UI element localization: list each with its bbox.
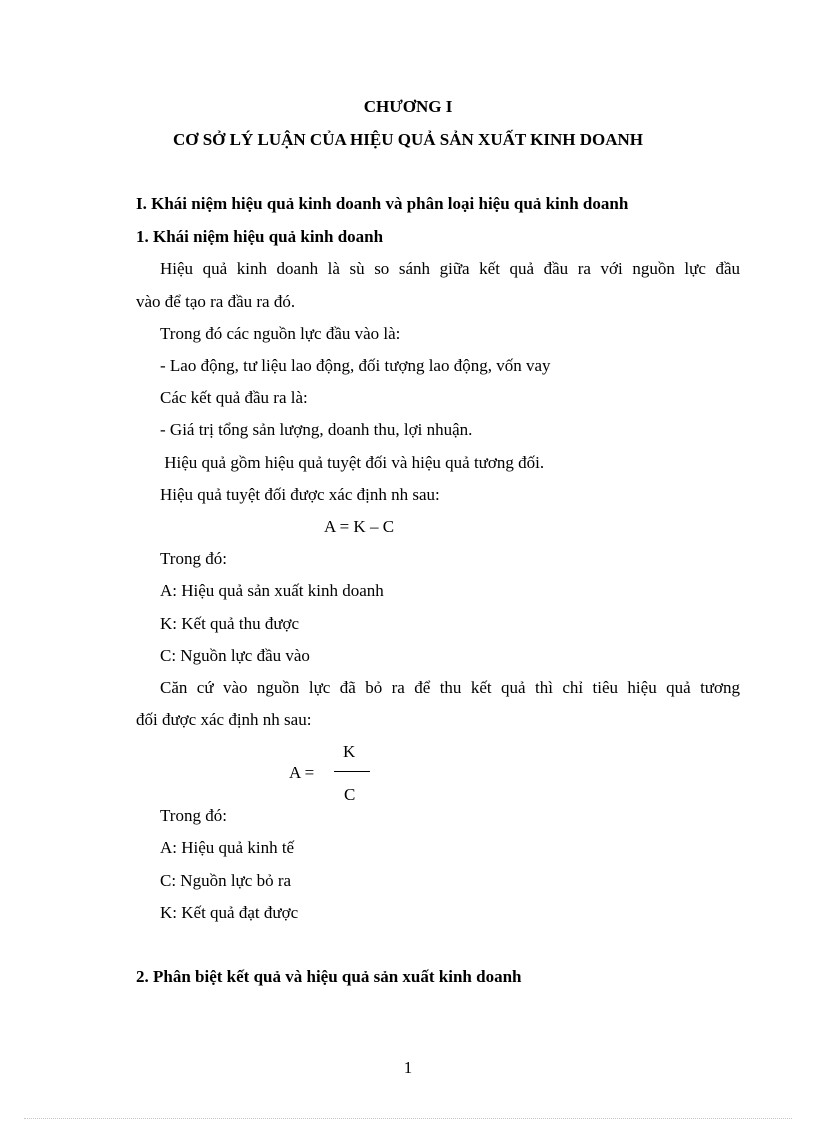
relative-formula-numerator: K xyxy=(343,742,356,761)
subsection-heading-2: 2. Phân biệt kết quả và hiệu quả sản xuất kinh doanh xyxy=(136,967,522,986)
where-label-1: Trong đó: xyxy=(160,549,227,568)
chapter-title: CƠ SỞ LÝ LUẬN CỦA HIỆU QUẢ SẢN XUẤT KINH DOANH xyxy=(172,130,644,149)
outputs-list-item: - Giá trị tổng sản lượng, doanh thu, lợi nhuận. xyxy=(160,420,473,439)
relative-formula-lhs: A = xyxy=(289,763,315,782)
definition-a-1: A: Hiệu quả sản xuất kinh doanh xyxy=(160,581,384,600)
outputs-intro: Các kết quả đầu ra là: xyxy=(160,388,308,407)
relative-efficiency-line-1: Căn cứ vào nguồn lực đã bỏ ra để thu kết quả thì chỉ tiêu hiệu quả tương xyxy=(160,678,740,697)
definition-a-2: A: Hiệu quả kinh tế xyxy=(160,838,295,857)
subsection-heading-1: 1. Khái niệm hiệu quả kinh doanh xyxy=(136,227,384,246)
definition-c-2: C: Nguồn lực bỏ ra xyxy=(160,871,292,890)
relative-efficiency-line-2: đối được xác định nh sau: xyxy=(136,710,312,729)
definition-c-1: C: Nguồn lực đầu vào xyxy=(160,646,310,665)
section-heading: I. Khái niệm hiệu quả kinh doanh và phân loại hiệu quả kinh doanh xyxy=(136,194,629,213)
absolute-efficiency-formula: A = K – C xyxy=(324,517,395,536)
inputs-intro: Trong đó các nguồn lực đầu vào là: xyxy=(160,324,401,343)
efficiency-types: Hiệu quả gồm hiệu quả tuyệt đối và hiệu quả tương đối. xyxy=(160,453,545,472)
fraction-bar xyxy=(334,771,370,772)
page-bottom-border xyxy=(24,1118,792,1119)
chapter-label: CHƯƠNG I xyxy=(363,97,453,116)
definition-paragraph-line-2: vào để tạo ra đầu ra đó. xyxy=(136,292,296,311)
where-label-2: Trong đó: xyxy=(160,806,227,825)
relative-formula-denominator: C xyxy=(344,785,356,804)
inputs-list-item: - Lao động, tư liệu lao động, đối tượng lao động, vốn vay xyxy=(160,356,551,375)
definition-paragraph-line-1: Hiệu quả kinh doanh là sù so sánh giữa kết quả đầu ra với nguồn lực đầu xyxy=(160,259,740,278)
definition-k-2: K: Kết quả đạt được xyxy=(160,903,299,922)
definition-k-1: K: Kết quả thu được xyxy=(160,614,300,633)
absolute-efficiency-intro: Hiệu quả tuyệt đối được xác định nh sau: xyxy=(160,485,440,504)
page-number: 1 xyxy=(403,1058,413,1077)
